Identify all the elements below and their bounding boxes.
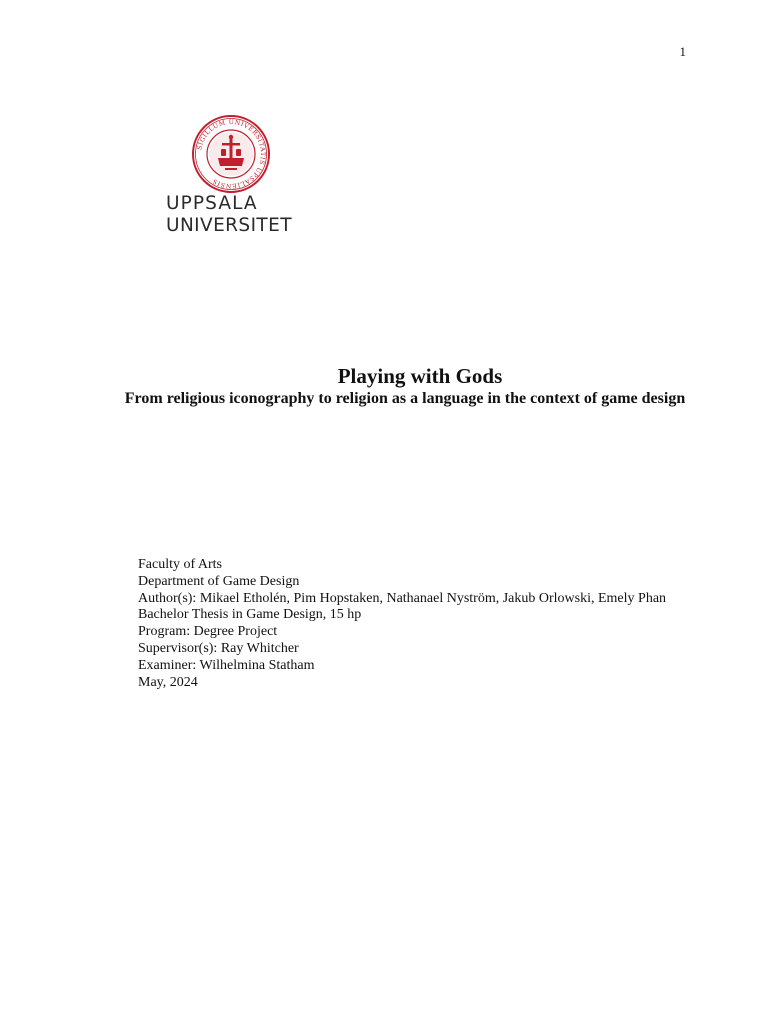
authors-line: Author(s): Mikael Etholén, Pim Hopstaken, Nathanael Nyström, Jakub Orlowski, Emely Phan: [138, 590, 667, 606]
thesis-type-line: Bachelor Thesis in Game Design, 15 hp: [138, 607, 362, 623]
supervisor-line: Supervisor(s): Ray Whitcher: [138, 640, 299, 656]
seal-text: SIGILLUM UNIVERSITATIS UPSALIENSIS: [196, 118, 267, 190]
thesis-title: Playing with Gods: [337, 364, 503, 388]
department-line: Department of Game Design: [138, 573, 300, 589]
program-line: Program: Degree Project: [138, 624, 278, 640]
date-line: May, 2024: [138, 674, 198, 690]
university-seal-logo: [191, 114, 271, 194]
wordmark-line-uppsala: UPPSALA: [166, 193, 258, 214]
examiner-line: Examiner: Wilhelmina Statham: [138, 657, 315, 673]
seal-icon: [191, 114, 271, 194]
thesis-subtitle: From religious iconography to religion as a language in the context of game design: [124, 390, 686, 407]
page-number: 1: [679, 44, 686, 59]
thesis-details: [138, 557, 668, 691]
wordmark-line-universitet: UNIVERSITET: [166, 215, 292, 236]
faculty-line: Faculty of Arts: [138, 557, 222, 572]
university-wordmark: [166, 193, 302, 237]
